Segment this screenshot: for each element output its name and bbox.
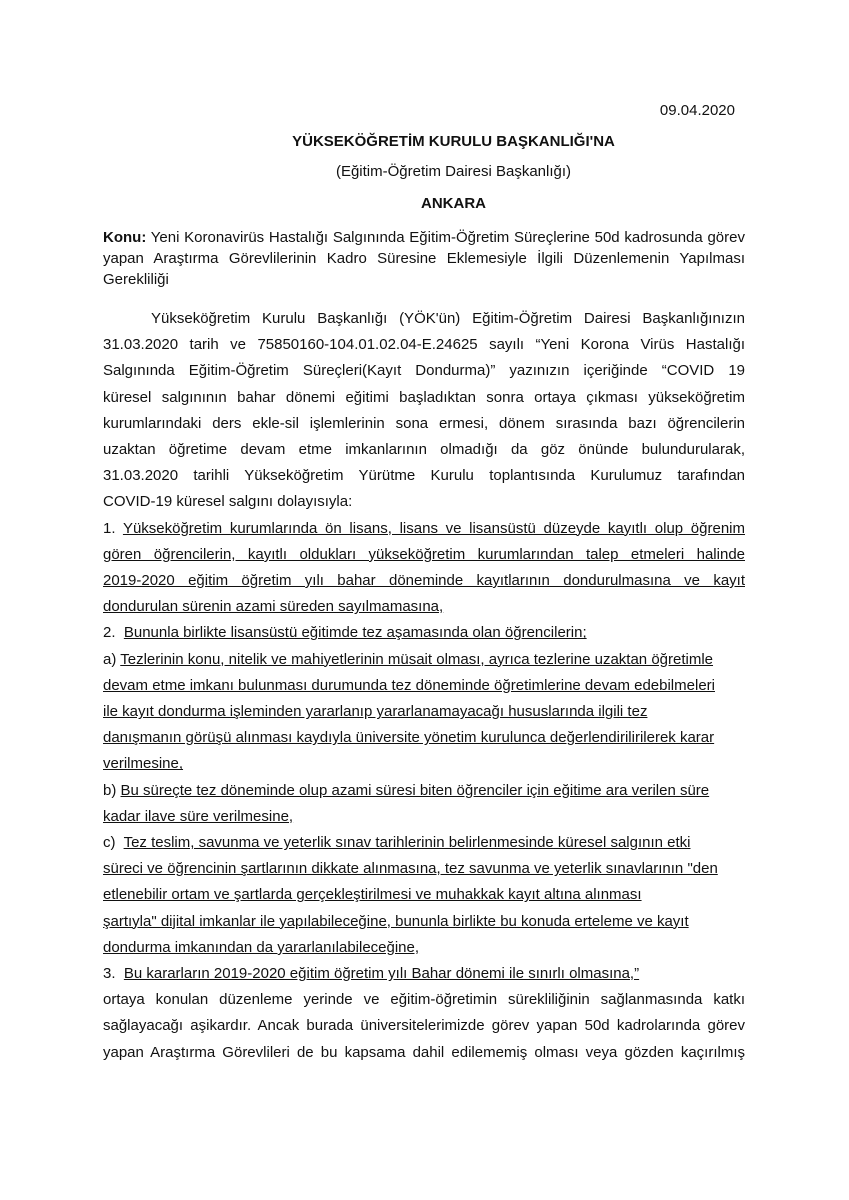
sub-b-text: Bu süreçte tez döneminde olup azami süresi biten öğrenciler için eğitime ara verilen süre bbox=[120, 781, 710, 799]
subject-block bbox=[103, 227, 745, 290]
sub-a-line: verilmesine, bbox=[103, 755, 184, 773]
sub-a-label: a) bbox=[103, 650, 117, 668]
body-line: 31.03.2020 tarih ve 75850160-104.01.02.04-E.24625 sayılı “Yeni Korona Virüs Hastalığı bbox=[103, 336, 745, 354]
body-line: küresel salgınının bahar dönemi eğitimi başladıktan sonra ortaya çıkması yükseköğretim bbox=[103, 388, 745, 406]
letter-body bbox=[103, 306, 745, 1066]
recipient-department: (Eğitim-Öğretim Dairesi Başkanlığı) bbox=[335, 163, 572, 180]
item-3-text: Bu kararların 2019-2020 eğitim öğretim yılı Bahar dönemi ile sınırlı olmasına,” bbox=[123, 965, 640, 983]
sub-a-text: Tezlerinin konu, nitelik ve mahiyetlerinin müsait olması, ayrıca tezlerine uzaktan öğretimle bbox=[120, 650, 714, 668]
sub-b-label: b) bbox=[103, 781, 117, 799]
sub-b-line bbox=[103, 778, 745, 804]
item-1-line bbox=[103, 516, 745, 542]
closing-line: ortaya konulan düzenleme yerinde ve eğitim-öğretimin sürekliliğinin sağlanmasında katkı bbox=[103, 991, 745, 1009]
sub-c-line: dondurma imkanından da yararlanılabileceğine, bbox=[103, 938, 420, 956]
recipient-city: ANKARA bbox=[421, 195, 486, 212]
body-line: 31.03.2020 tarihli Yükseköğretim Yürütme Kurulu toplantısında Kurulumuz tarafından bbox=[103, 467, 745, 485]
body-line: Salgınında Eğitim-Öğretim Süreçleri(Kayıt Dondurma)” yazınızın içeriğinde “COVID 19 bbox=[103, 362, 745, 380]
body-line: COVID-19 küresel salgını dolayısıyla: bbox=[103, 493, 353, 511]
sub-c-line: süreci ve öğrencinin şartlarının dikkate alınmasına, tez savunma ve yeterlik sınavlarının "den bbox=[103, 860, 718, 878]
item-1-number: 1. bbox=[103, 519, 116, 537]
sub-c-label: c) bbox=[103, 834, 116, 852]
body-line: uzaktan öğretime devam etme imkanlarının olmadığı da göz önünde bulundurularak, bbox=[103, 441, 745, 459]
sub-c-line: şartıyla" dijital imkanlar ile yapılabileceğine, bununla birlikte bu konuda erteleme ve kayıt bbox=[103, 912, 689, 930]
item-1-line: gören öğrencilerin, kayıtlı oldukları yükseköğretim kurumlarından talep etmeleri halinde bbox=[103, 545, 745, 563]
sub-a-line bbox=[103, 647, 745, 673]
subject-text: Yeni Koronavirüs Hastalığı Salgınında Eğitim-Öğretim Süreçlerine 50d kadrosunda görev yapan Araştırma Görevlilerinin Kadro Süresine Eklemesiyle İlgili Düzenlemenin Yapılması Gerekliliği bbox=[103, 229, 745, 288]
subject-label: Konu: bbox=[103, 229, 147, 246]
body-line: Yükseköğretim Kurulu Başkanlığı (YÖK'ün) Eğitim-Öğretim Dairesi Başkanlığınızın bbox=[151, 310, 745, 327]
letter-date: 09.04.2020 bbox=[659, 102, 735, 119]
closing-line: sağlayacağı aşikardır. Ancak burada üniversitelerimizde görev yapan 50d kadrolarında görev bbox=[103, 1017, 745, 1035]
sub-a-line: danışmanın görüşü alınması kaydıyla üniversite yönetim kurulunca değerlendirilirilerek karar bbox=[103, 729, 715, 747]
body-line: kurumlarındaki ders ekle-sil işlemlerinin sona ermesi, dönem sırasında bazı öğrencilerin bbox=[103, 414, 745, 432]
sub-a-line: ile kayıt dondurma işleminden yararlanıp yararlanamayacağı hususlarında ilgili tez bbox=[103, 703, 648, 721]
recipient-heading: YÜKSEKÖĞRETİM KURULU BAŞKANLIĞI'NA bbox=[292, 133, 615, 150]
item-1-text: Yükseköğretim kurumlarında ön lisans, lisans ve lisansüstü düzeyde kayıtlı olup öğrenim bbox=[122, 519, 745, 537]
item-3-number: 3. bbox=[103, 965, 116, 983]
item-2-line bbox=[103, 620, 745, 646]
sub-a-line: devam etme imkanı bulunması durumunda tez döneminde öğretimlerine devam edebilmeleri bbox=[103, 676, 715, 694]
item-2-number: 2. bbox=[103, 624, 116, 642]
sub-c-line: etlenebilir ortam ve şartlarda gerçekleştirilmesi ve muhakkak kayıt altına alınması bbox=[103, 886, 642, 904]
item-3-line bbox=[103, 961, 745, 987]
sub-b-line: kadar ilave süre verilmesine, bbox=[103, 807, 294, 825]
closing-line: yapan Araştırma Görevlileri de bu kapsama dahil edilememiş olması veya gözden kaçırılmış bbox=[103, 1043, 745, 1061]
sub-c-text: Tez teslim, savunma ve yeterlik sınav tarihlerinin belirlenmesinde küresel salgının etki bbox=[123, 834, 691, 852]
sub-c-line bbox=[103, 830, 745, 856]
item-2-text: Bununla birlikte lisansüstü eğitimde tez aşamasında olan öğrencilerin; bbox=[123, 624, 587, 642]
item-1-line: 2019-2020 eğitim öğretim yılı bahar döneminde kayıtlarının dondurulmasına ve kayıt bbox=[103, 572, 745, 590]
item-1-line: dondurulan sürenin azami süreden sayılmamasına, bbox=[103, 598, 444, 616]
